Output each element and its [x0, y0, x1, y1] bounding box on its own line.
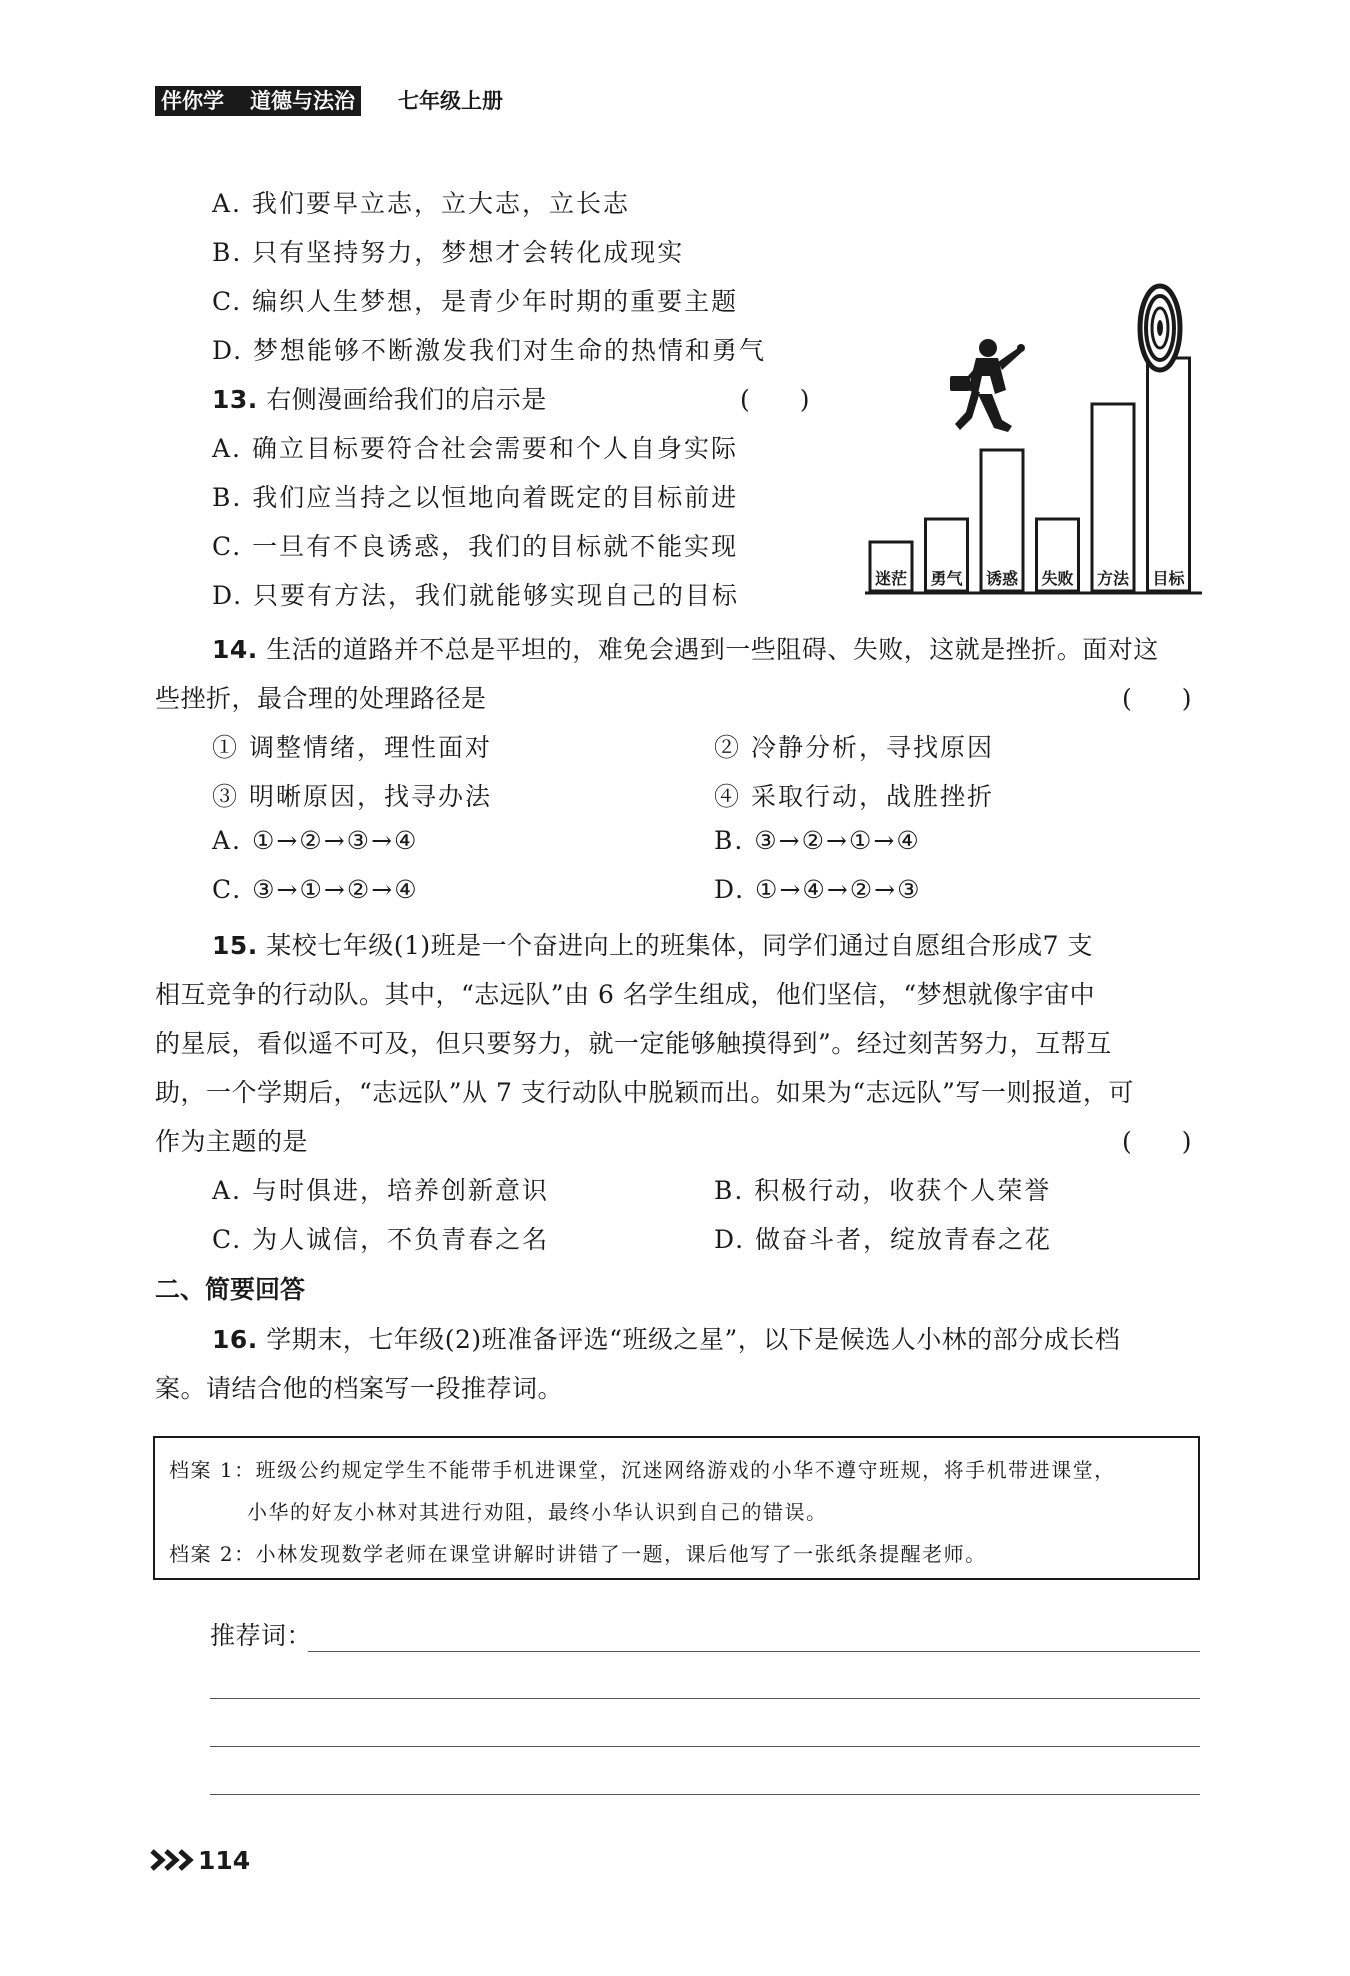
q15-stem-text: 某校七年级(1)班是一个奋进向上的班集体，同学们通过自愿组合形成7 支	[266, 931, 1094, 960]
q15-option-b: B. 积极行动，收获个人荣誉	[714, 1176, 1052, 1205]
q14-option-d: D. ①→④→②→③	[714, 875, 922, 904]
q14-option-c: C. ③→①→②→④	[212, 875, 419, 904]
q14-item-3: ③ 明晰原因，找寻办法	[212, 782, 492, 811]
q13-stem-text: 右侧漫画给我们的启示是	[266, 385, 547, 414]
stair-label: 目标	[1152, 569, 1185, 588]
q12-option-a: A. 我们要早立志，立大志，立长志	[212, 189, 630, 218]
q13-option-b: B. 我们应当持之以恒地向着既定的目标前进	[212, 483, 739, 512]
q16-number: 16.	[212, 1325, 258, 1354]
book-name: 伴你学	[161, 89, 224, 113]
stair-bar	[1092, 404, 1134, 591]
q15-option-a: A. 与时俱进，培养创新意识	[212, 1176, 549, 1205]
grade-label: 七年级上册	[398, 88, 503, 113]
q12-option-d: D. 梦想能够不断激发我们对生命的热情和勇气	[212, 336, 767, 365]
q14-stem-line2: 些挫折，最合理的处理路径是	[155, 684, 487, 713]
q15-stem-line3: 的星辰，看似遥不可及，但只要努力，就一定能够触摸得到”。经过刻苦努力，互帮互	[155, 1029, 1112, 1058]
q13-number: 13.	[212, 385, 258, 414]
q16-stem-line1	[212, 1320, 1120, 1356]
stair-label: 勇气	[930, 569, 963, 588]
q13-stem	[212, 380, 547, 416]
q15-stem-line4: 助，一个学期后，“志远队”从 7 支行动队中脱颖而出。如果为“志远队”写一则报道，可	[155, 1078, 1134, 1107]
archive-1-line1: 档案 1：班级公约规定学生不能带手机进课堂，沉迷网络游戏的小华不遵守班规，将手机带进课堂，	[169, 1458, 1116, 1482]
subject-name: 道德与法治	[250, 89, 355, 113]
q12-option-c: C. 编织人生梦想，是青少年时期的重要主题	[212, 287, 739, 316]
answer-line-1[interactable]	[308, 1651, 1200, 1652]
goal-staircase-cartoon	[860, 278, 1210, 598]
q13-answer-paren: ( )	[740, 385, 810, 414]
archive-2: 档案 2：小林发现数学老师在课堂讲解时讲错了一题，课后他写了一张纸条提醒老师。	[169, 1542, 987, 1566]
page-number: 114	[198, 1846, 251, 1875]
stair-label: 失败	[1041, 569, 1074, 588]
q15-answer-paren: ( )	[1122, 1127, 1192, 1156]
stair-label: 方法	[1096, 569, 1130, 588]
q15-stem-line1	[212, 926, 1093, 962]
archive-box	[153, 1436, 1200, 1580]
q14-item-4: ④ 采取行动，战胜挫折	[714, 782, 994, 811]
answer-line-2[interactable]	[210, 1698, 1200, 1699]
q14-stem-text: 生活的道路并不总是平坦的，难免会遇到一些阻碍、失败，这就是挫折。面对这	[266, 635, 1159, 664]
q14-number: 14.	[212, 635, 258, 664]
q13-option-c: C. 一旦有不良诱惑，我们的目标就不能实现	[212, 532, 739, 561]
q14-option-b: B. ③→②→①→④	[714, 826, 921, 855]
q15-stem-line2: 相互竞争的行动队。其中，“志远队”由 6 名学生组成，他们坚信，“梦想就像宇宙中	[155, 980, 1096, 1009]
stair-label: 迷茫	[874, 569, 908, 588]
section-title: 二、简要回答	[155, 1275, 306, 1304]
q14-option-a: A. ①→②→③→④	[212, 826, 419, 855]
q13-option-a: A. 确立目标要符合社会需要和个人自身实际	[212, 434, 738, 463]
q15-stem-line5: 作为主题的是	[155, 1127, 309, 1156]
q13-option-d: D. 只要有方法，我们就能够实现自己的目标	[212, 581, 740, 610]
page-chevrons-icon	[150, 1848, 196, 1872]
book-series-tag	[155, 86, 361, 116]
stair-bar	[1148, 358, 1190, 591]
businessman-icon	[950, 339, 1025, 432]
stair-label: 诱惑	[985, 569, 1019, 588]
archive-1-line2: 小华的好友小林对其进行劝阻，最终小华认识到自己的错误。	[247, 1500, 828, 1524]
answer-line-3[interactable]	[210, 1746, 1200, 1747]
q15-option-d: D. 做奋斗者，绽放青春之花	[714, 1225, 1053, 1254]
q15-number: 15.	[212, 931, 258, 960]
q14-answer-paren: ( )	[1122, 684, 1192, 713]
target-icon	[1140, 286, 1180, 370]
answer-line-4[interactable]	[210, 1794, 1200, 1795]
answer-label: 推荐词：	[210, 1621, 313, 1650]
q14-item-2: ② 冷静分析，寻找原因	[714, 733, 994, 762]
q12-option-b: B. 只有坚持努力，梦想才会转化成现实	[212, 238, 685, 267]
q16-stem-text: 学期末，七年级(2)班准备评选“班级之星”，以下是候选人小林的部分成长档	[266, 1325, 1121, 1354]
q15-option-c: C. 为人诚信，不负青春之名	[212, 1225, 550, 1254]
q14-stem-line1	[212, 630, 1159, 666]
q14-item-1: ① 调整情绪，理性面对	[212, 733, 492, 762]
q16-stem-line2: 案。请结合他的档案写一段推荐词。	[155, 1374, 564, 1403]
